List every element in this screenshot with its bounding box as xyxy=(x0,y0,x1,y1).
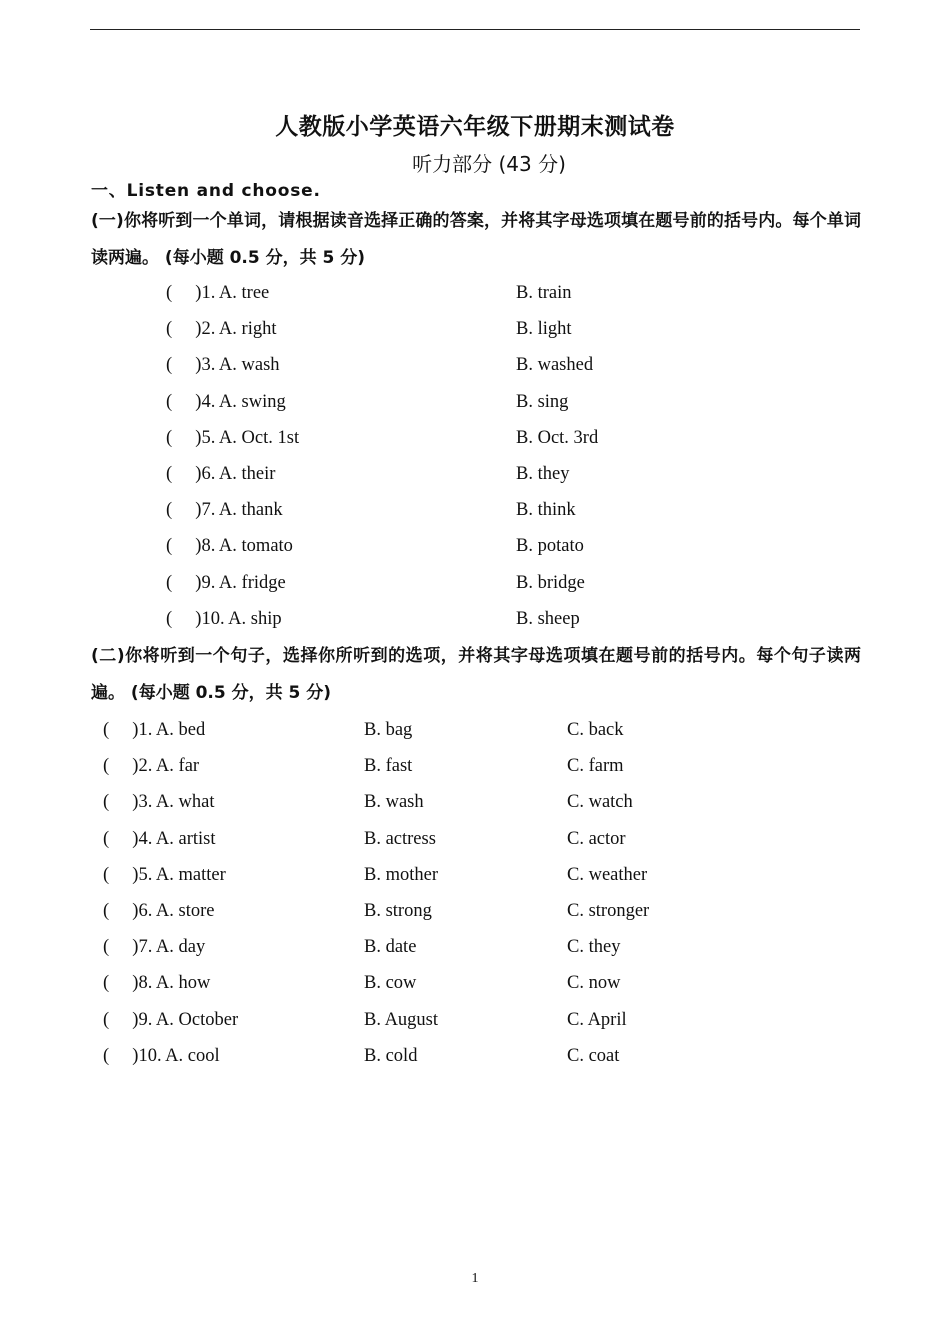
question-option-b: B. wash xyxy=(364,792,424,813)
question-option-b: B. bridge xyxy=(516,572,585,593)
question-row xyxy=(0,316,950,342)
question-row xyxy=(0,898,950,924)
question-option-b: B. they xyxy=(516,464,570,484)
question-row xyxy=(0,352,950,378)
section-heading: 一、Listen and choose. xyxy=(91,181,321,201)
question-option-c: C. weather xyxy=(567,864,648,885)
question-option-a: ( )3. A. what xyxy=(103,792,215,813)
question-option-a: ( )6. A. their xyxy=(166,464,276,484)
question-option-a: ( )3. A. wash xyxy=(166,355,280,376)
question-row xyxy=(0,934,950,960)
question-option-a: ( )5. A. matter xyxy=(103,864,226,885)
question-row xyxy=(0,497,950,523)
question-option-a: ( )2. A. right xyxy=(166,319,277,340)
question-option-b: B. sing xyxy=(516,391,569,412)
question-option-a: ( )10. A. ship xyxy=(166,608,282,629)
question-option-c: C. back xyxy=(567,720,624,740)
question-option-a: ( )1. A. bed xyxy=(103,720,206,740)
question-option-a: ( )5. A. Oct. 1st xyxy=(166,427,300,448)
page-number: 1 xyxy=(471,1271,479,1286)
question-option-b: B. Oct. 3rd xyxy=(516,427,599,448)
question-row xyxy=(0,753,950,779)
question-option-b: B. actress xyxy=(364,828,436,849)
question-option-b: B. cow xyxy=(364,973,417,994)
question-row xyxy=(0,717,950,743)
question-option-c: C. actor xyxy=(567,828,626,849)
question-option-a: ( )4. A. swing xyxy=(166,391,286,412)
question-option-b: B. strong xyxy=(364,901,432,921)
question-option-b: B. August xyxy=(364,1009,439,1030)
question-option-a: ( )6. A. store xyxy=(103,901,215,921)
question-option-a: ( )2. A. far xyxy=(103,756,200,777)
page-title: 人教版小学英语六年级下册期末测试卷 xyxy=(275,114,675,140)
question-row xyxy=(0,862,950,888)
question-row xyxy=(0,789,950,815)
question-row xyxy=(0,1007,950,1033)
question-row xyxy=(0,1043,950,1069)
page-subtitle: 听力部分 (43 分) xyxy=(412,152,566,176)
question-row xyxy=(0,826,950,852)
question-option-a: ( )9. A. October xyxy=(103,1009,239,1030)
question-row xyxy=(0,425,950,451)
question-row xyxy=(0,970,950,996)
question-option-c: C. farm xyxy=(567,756,624,777)
question-option-a: ( )8. A. how xyxy=(103,973,211,994)
question-option-b: B. bag xyxy=(364,720,413,740)
question-option-a: ( )7. A. thank xyxy=(166,500,283,521)
question-option-c: C. watch xyxy=(567,792,633,813)
question-option-a: ( )8. A. tomato xyxy=(166,536,293,557)
question-option-c: C. coat xyxy=(567,1045,620,1066)
question-option-c: C. they xyxy=(567,937,621,958)
question-option-b: B. sheep xyxy=(516,608,580,629)
question-option-b: B. cold xyxy=(364,1045,418,1066)
part1-instruction: (一)你将听到一个单词，请根据读音选择正确的答案，并将其字母选项填在题号前的括号内。每个单词读两遍。 (每小题 0.5 分，共 5 分) xyxy=(91,211,861,268)
question-row xyxy=(0,280,950,306)
question-option-b: B. think xyxy=(516,500,576,521)
question-option-a: ( )9. A. fridge xyxy=(166,572,286,593)
question-row xyxy=(0,533,950,559)
question-option-a: ( )10. A. cool xyxy=(103,1045,220,1066)
question-option-b: B. mother xyxy=(364,864,438,885)
question-row xyxy=(0,461,950,487)
question-option-b: B. fast xyxy=(364,756,413,777)
question-row xyxy=(0,606,950,632)
question-option-b: B. date xyxy=(364,937,417,958)
question-option-a: ( )4. A. artist xyxy=(103,828,216,849)
question-option-c: C. now xyxy=(567,973,621,994)
question-option-b: B. light xyxy=(516,319,572,340)
question-option-c: C. April xyxy=(567,1009,627,1030)
question-option-a: ( )7. A. day xyxy=(103,937,206,958)
question-option-b: B. washed xyxy=(516,355,594,376)
part2-instruction: (二)你将听到一个句子，选择你所听到的选项，并将其字母选项填在题号前的括号内。每个句子读两遍。 (每小题 0.5 分，共 5 分) xyxy=(91,646,861,703)
question-option-a: ( )1. A. tree xyxy=(166,283,270,303)
question-row xyxy=(0,389,950,415)
header-rule xyxy=(90,29,860,30)
question-option-c: C. stronger xyxy=(567,901,650,921)
question-option-b: B. train xyxy=(516,283,572,303)
question-option-b: B. potato xyxy=(516,536,584,557)
question-row xyxy=(0,570,950,596)
